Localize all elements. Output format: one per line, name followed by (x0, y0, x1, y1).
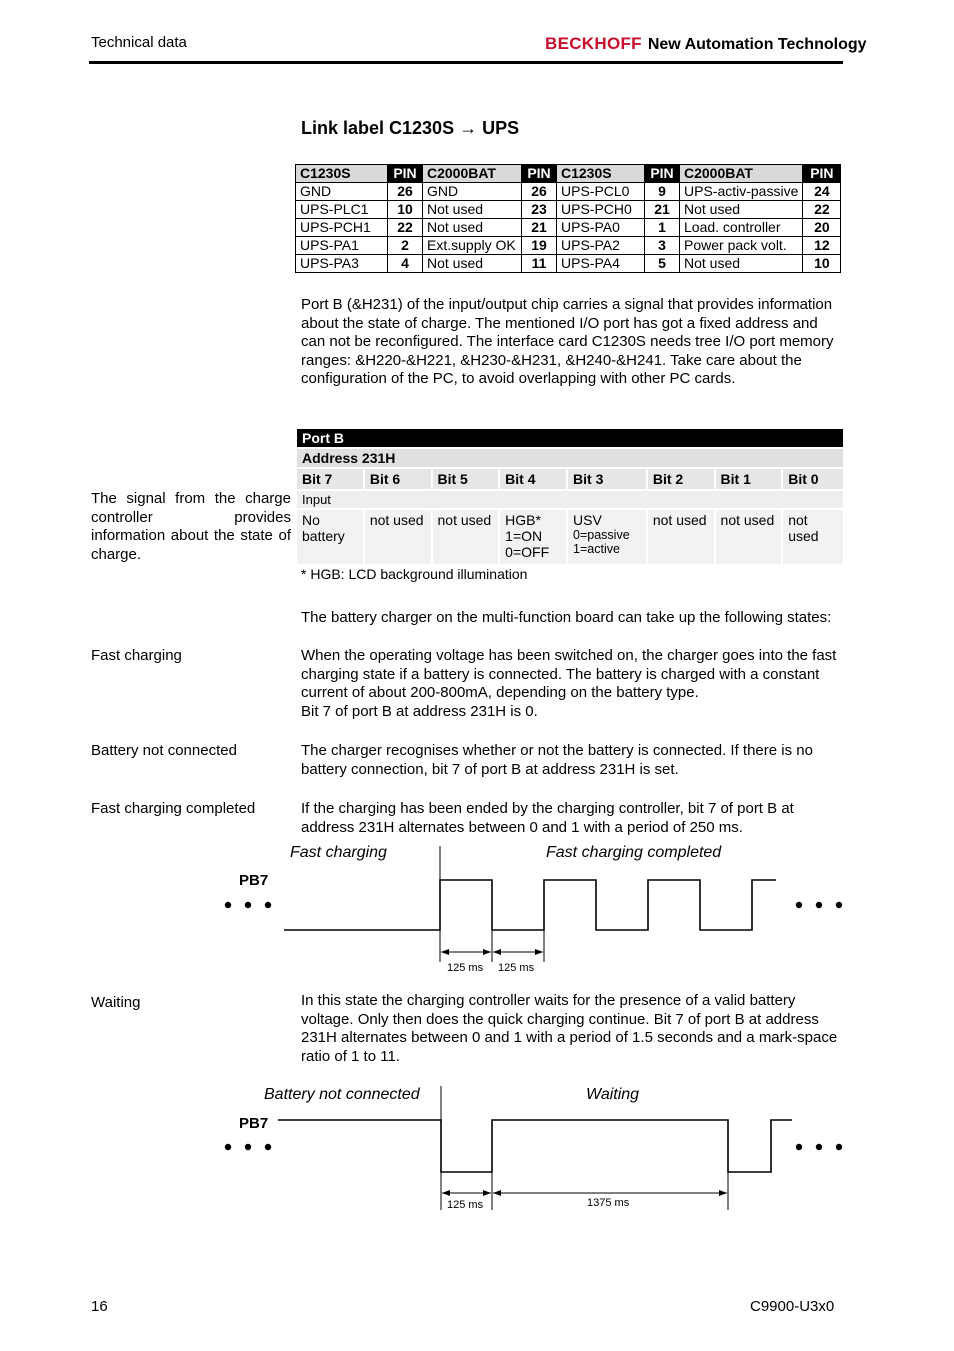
diagram2-left-label: Battery not connected (264, 1086, 420, 1103)
arrow-head (493, 1190, 501, 1196)
bit-header: Bit 5 (432, 468, 500, 490)
table-cell: Not used (680, 255, 803, 273)
table-cell: 22 (803, 201, 841, 219)
port-label: Port B (296, 428, 844, 448)
arrow-head (483, 949, 491, 955)
dimension-label: 125 ms (498, 962, 535, 974)
timing-diagram-fast-charging (0, 836, 954, 976)
states-intro: The battery charger on the multi-function board can take up the following states: (301, 609, 832, 626)
table-cell: UPS-PCL0 (557, 183, 645, 201)
table-cell: 11 (522, 255, 557, 273)
fast-charging-text: When the operating voltage has been switched on, the charger goes into the fast charging state if a battery is connected. The battery is charged with a constant current of about 200-800mA, depending on the battery type. (301, 647, 837, 701)
table-cell: 5 (645, 255, 680, 273)
bit3-line: 1=active (573, 542, 620, 556)
table-cell: 23 (522, 201, 557, 219)
battery-not-connected-label: Battery not connected (91, 742, 237, 759)
table-cell: 1 (645, 219, 680, 237)
side-note-signal: The signal from the charge controller provides information about the state of charge. (91, 490, 291, 563)
ellipsis-dot (245, 1144, 251, 1150)
ellipsis-dot (265, 902, 271, 908)
diagram1-left-label: Fast charging (290, 844, 387, 861)
table-cell: Not used (423, 201, 522, 219)
table-cell: GND (296, 183, 388, 201)
direction-row (296, 490, 844, 509)
arrow-head (441, 949, 449, 955)
ellipsis-dot (836, 1144, 842, 1150)
arrow-head (442, 1190, 450, 1196)
ellipsis-dot (816, 902, 822, 908)
bit3-line: USV (573, 512, 602, 528)
col-header: C1230S (557, 165, 645, 183)
arrow-head (483, 1190, 491, 1196)
bit4-value (499, 509, 567, 565)
table-cell: 2 (388, 237, 423, 255)
brand-logo (545, 34, 867, 54)
col-header: PIN (645, 165, 680, 183)
table-cell: UPS-PA1 (296, 237, 388, 255)
table-row (296, 255, 841, 273)
ellipsis-dot (836, 902, 842, 908)
table-cell: Not used (423, 255, 522, 273)
bit4-line: HGB* (505, 512, 541, 528)
page-number: 16 (91, 1298, 108, 1315)
pb7-waveform (278, 1120, 792, 1172)
table-cell: UPS-PA3 (296, 255, 388, 273)
col-header: C2000BAT (423, 165, 522, 183)
ellipsis-dot (265, 1144, 271, 1150)
diagram2-signal-label: PB7 (239, 1115, 269, 1132)
bit-header: Bit 2 (647, 468, 715, 490)
table-cell: GND (423, 183, 522, 201)
ellipsis-dot (225, 902, 231, 908)
dimension-label: 125 ms (447, 962, 484, 974)
table-cell: Ext.supply OK (423, 237, 522, 255)
bit4-line: 0=OFF (505, 544, 550, 560)
table-cell: Not used (423, 219, 522, 237)
direction-label: Input (296, 490, 844, 509)
bits-row (296, 468, 844, 490)
ellipsis-dot (796, 902, 802, 908)
table-row (296, 219, 841, 237)
header-section: Technical data (91, 34, 187, 51)
table-cell: UPS-PCH1 (296, 219, 388, 237)
table-row (296, 237, 841, 255)
pin-table (295, 164, 841, 273)
table-cell: 19 (522, 237, 557, 255)
arrow-head (535, 949, 543, 955)
diagram2-right-label: Waiting (586, 1086, 640, 1103)
arrow-head (719, 1190, 727, 1196)
bit-header: Bit 1 (715, 468, 783, 490)
dimension-label: 125 ms (447, 1199, 484, 1211)
port-footnote: * HGB: LCD background illumination (301, 566, 528, 582)
bit-header: Bit 0 (782, 468, 844, 490)
pb7-waveform (284, 880, 776, 930)
table-cell: 9 (645, 183, 680, 201)
table-cell: Not used (680, 201, 803, 219)
bit4-line: 1=ON (505, 528, 543, 544)
table-cell: 21 (522, 219, 557, 237)
address-label: Address 231H (296, 448, 844, 468)
brand-tagline: New Automation Technology (647, 36, 867, 53)
bit6-value: not used (364, 509, 432, 565)
fast-charging-completed-text: If the charging has been ended by the charging controller, bit 7 of port B at address 231H alternates between 0 and 1 with a period of 250 ms. (301, 800, 794, 836)
table-cell: UPS-activ-passive (680, 183, 803, 201)
ellipsis-dot (796, 1144, 802, 1150)
table-cell: 22 (388, 219, 423, 237)
bit5-value: not used (432, 509, 500, 565)
diagram1-right-label: Fast charging completed (546, 844, 722, 861)
table-cell: 10 (803, 255, 841, 273)
col-header: PIN (522, 165, 557, 183)
table-cell: 10 (388, 201, 423, 219)
table-cell: 26 (522, 183, 557, 201)
fast-charging-bit-text: Bit 7 of port B at address 231H is 0. (301, 703, 538, 720)
table-row (296, 183, 841, 201)
table-cell: UPS-PA0 (557, 219, 645, 237)
port-b-table (295, 427, 845, 566)
page-title: Link label C1230S → UPS (301, 118, 520, 138)
port-description: Port B (&H231) of the input/output chip carries a signal that provides information about the state of charge. The mentioned I/O port has got a fixed address and can not be reconfigured. The interface card C1230S needs tree I/O port memory ranges: &H220-&H221, &H230-&H231, &H240-&H241. Take care about the configuration of the PC, to avoid overlapping with other PC cards. (301, 296, 834, 387)
ellipsis-dot (225, 1144, 231, 1150)
bit7-value: No battery (296, 509, 364, 565)
col-header: PIN (803, 165, 841, 183)
bit-header: Bit 7 (296, 468, 364, 490)
col-header: C1230S (296, 165, 388, 183)
table-row (296, 201, 841, 219)
bit-header: Bit 6 (364, 468, 432, 490)
diagram1-signal-label: PB7 (239, 872, 269, 889)
table-cell: 12 (803, 237, 841, 255)
timing-diagram-waiting (0, 1078, 954, 1218)
waiting-label: Waiting (91, 994, 141, 1011)
col-header: PIN (388, 165, 423, 183)
table-cell: UPS-PCH0 (557, 201, 645, 219)
table-cell: UPS-PLC1 (296, 201, 388, 219)
header-rule (89, 61, 843, 64)
ellipsis-dot (245, 902, 251, 908)
col-header: C2000BAT (680, 165, 803, 183)
table-cell: 4 (388, 255, 423, 273)
table-cell: 24 (803, 183, 841, 201)
table-cell: 26 (388, 183, 423, 201)
dimension-label: 1375 ms (587, 1197, 630, 1209)
fast-charging-completed-label: Fast charging completed (91, 800, 256, 817)
bit3-line: 0=passive (573, 528, 630, 542)
table-cell: 20 (803, 219, 841, 237)
table-cell: UPS-PA4 (557, 255, 645, 273)
waiting-text: In this state the charging controller waits for the presence of a valid battery voltage. Only then does the quick charging continue. Bit 7 of port B at address 231H alternates between 0 and 1 with a period of 1.5 seconds and a mark-space ratio of 1 to 11. (301, 992, 838, 1065)
bit1-value: not used (715, 509, 783, 565)
table-cell: 21 (645, 201, 680, 219)
battery-not-connected-text: The charger recognises whether or not the battery is connected. If there is no battery connection, bit 7 of port B at address 231H is set. (301, 742, 813, 778)
table-cell: Load. controller (680, 219, 803, 237)
bit2-value: not used (647, 509, 715, 565)
bit0-value: not used (782, 509, 844, 565)
table-cell: Power pack volt. (680, 237, 803, 255)
bit3-value (567, 509, 647, 565)
bit-values-row (296, 509, 844, 565)
table-cell: 3 (645, 237, 680, 255)
ellipsis-dot (816, 1144, 822, 1150)
arrow-head (493, 949, 501, 955)
pin-table-header (296, 165, 841, 183)
fast-charging-label: Fast charging (91, 647, 182, 664)
document-id: C9900-U3x0 (750, 1298, 835, 1315)
address-row (296, 448, 844, 468)
port-header-row (296, 428, 844, 448)
bit-header: Bit 3 (567, 468, 647, 490)
brand-name: BECKHOFF (545, 34, 642, 53)
bit-header: Bit 4 (499, 468, 567, 490)
table-cell: UPS-PA2 (557, 237, 645, 255)
